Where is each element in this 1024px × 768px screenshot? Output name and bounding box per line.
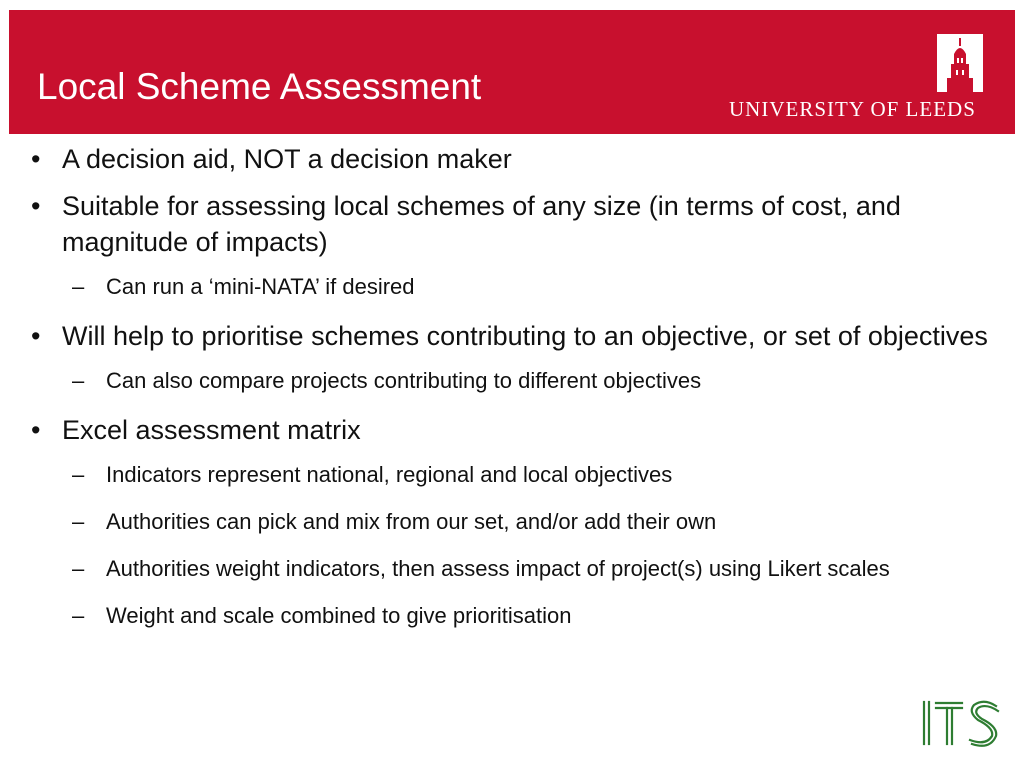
sub-bullet-item	[28, 365, 946, 397]
bullet-marker: •	[31, 191, 41, 221]
bullet-marker: •	[31, 415, 41, 445]
sub-bullet-text: Authorities can pick and mix from our set, and/or add their own	[106, 509, 717, 534]
sub-bullet-marker: –	[72, 368, 85, 393]
sub-bullet-item	[28, 459, 946, 491]
header-banner	[9, 10, 1015, 134]
sub-bullet-marker: –	[72, 509, 85, 534]
bullet-item	[28, 141, 988, 177]
sub-bullet-item	[28, 600, 946, 632]
sub-bullet-item	[28, 506, 946, 538]
bullet-marker: •	[31, 321, 41, 351]
sub-bullet-text: Can run a ‘mini-NATA’ if desired	[106, 274, 415, 299]
bullet-text: Excel assessment matrix	[62, 415, 361, 445]
university-crest-icon	[937, 34, 983, 92]
sub-bullet-marker: –	[72, 603, 85, 628]
sub-bullet-text: Indicators represent national, regional and local objectives	[106, 462, 673, 487]
sub-bullet-marker: –	[72, 462, 85, 487]
its-logo-icon	[918, 698, 1002, 748]
bullet-marker: •	[31, 144, 41, 174]
sub-bullet-marker: –	[72, 556, 85, 581]
sub-bullet-marker: –	[72, 274, 85, 299]
sub-bullet-text: Weight and scale combined to give prioritisation	[106, 603, 572, 628]
bullet-text: Suitable for assessing local schemes of any size (in terms of cost, and magnitude of impacts)	[62, 191, 901, 257]
bullet-list	[28, 141, 988, 647]
bullet-item	[28, 188, 988, 260]
sub-bullet-item	[28, 271, 946, 303]
bullet-item	[28, 318, 988, 354]
slide-title: Local Scheme Assessment	[37, 66, 482, 107]
sub-bullet-item	[28, 553, 946, 585]
sub-bullet-text: Can also compare projects contributing to different objectives	[106, 368, 702, 393]
bullet-text: A decision aid, NOT a decision maker	[62, 144, 512, 174]
sub-bullet-text: Authorities weight indicators, then assess impact of project(s) using Likert scales	[106, 556, 890, 581]
bullet-text: Will help to prioritise schemes contributing to an objective, or set of objectives	[62, 321, 988, 351]
university-name: UNIVERSITY OF LEEDS	[729, 97, 976, 121]
bullet-item	[28, 412, 988, 448]
